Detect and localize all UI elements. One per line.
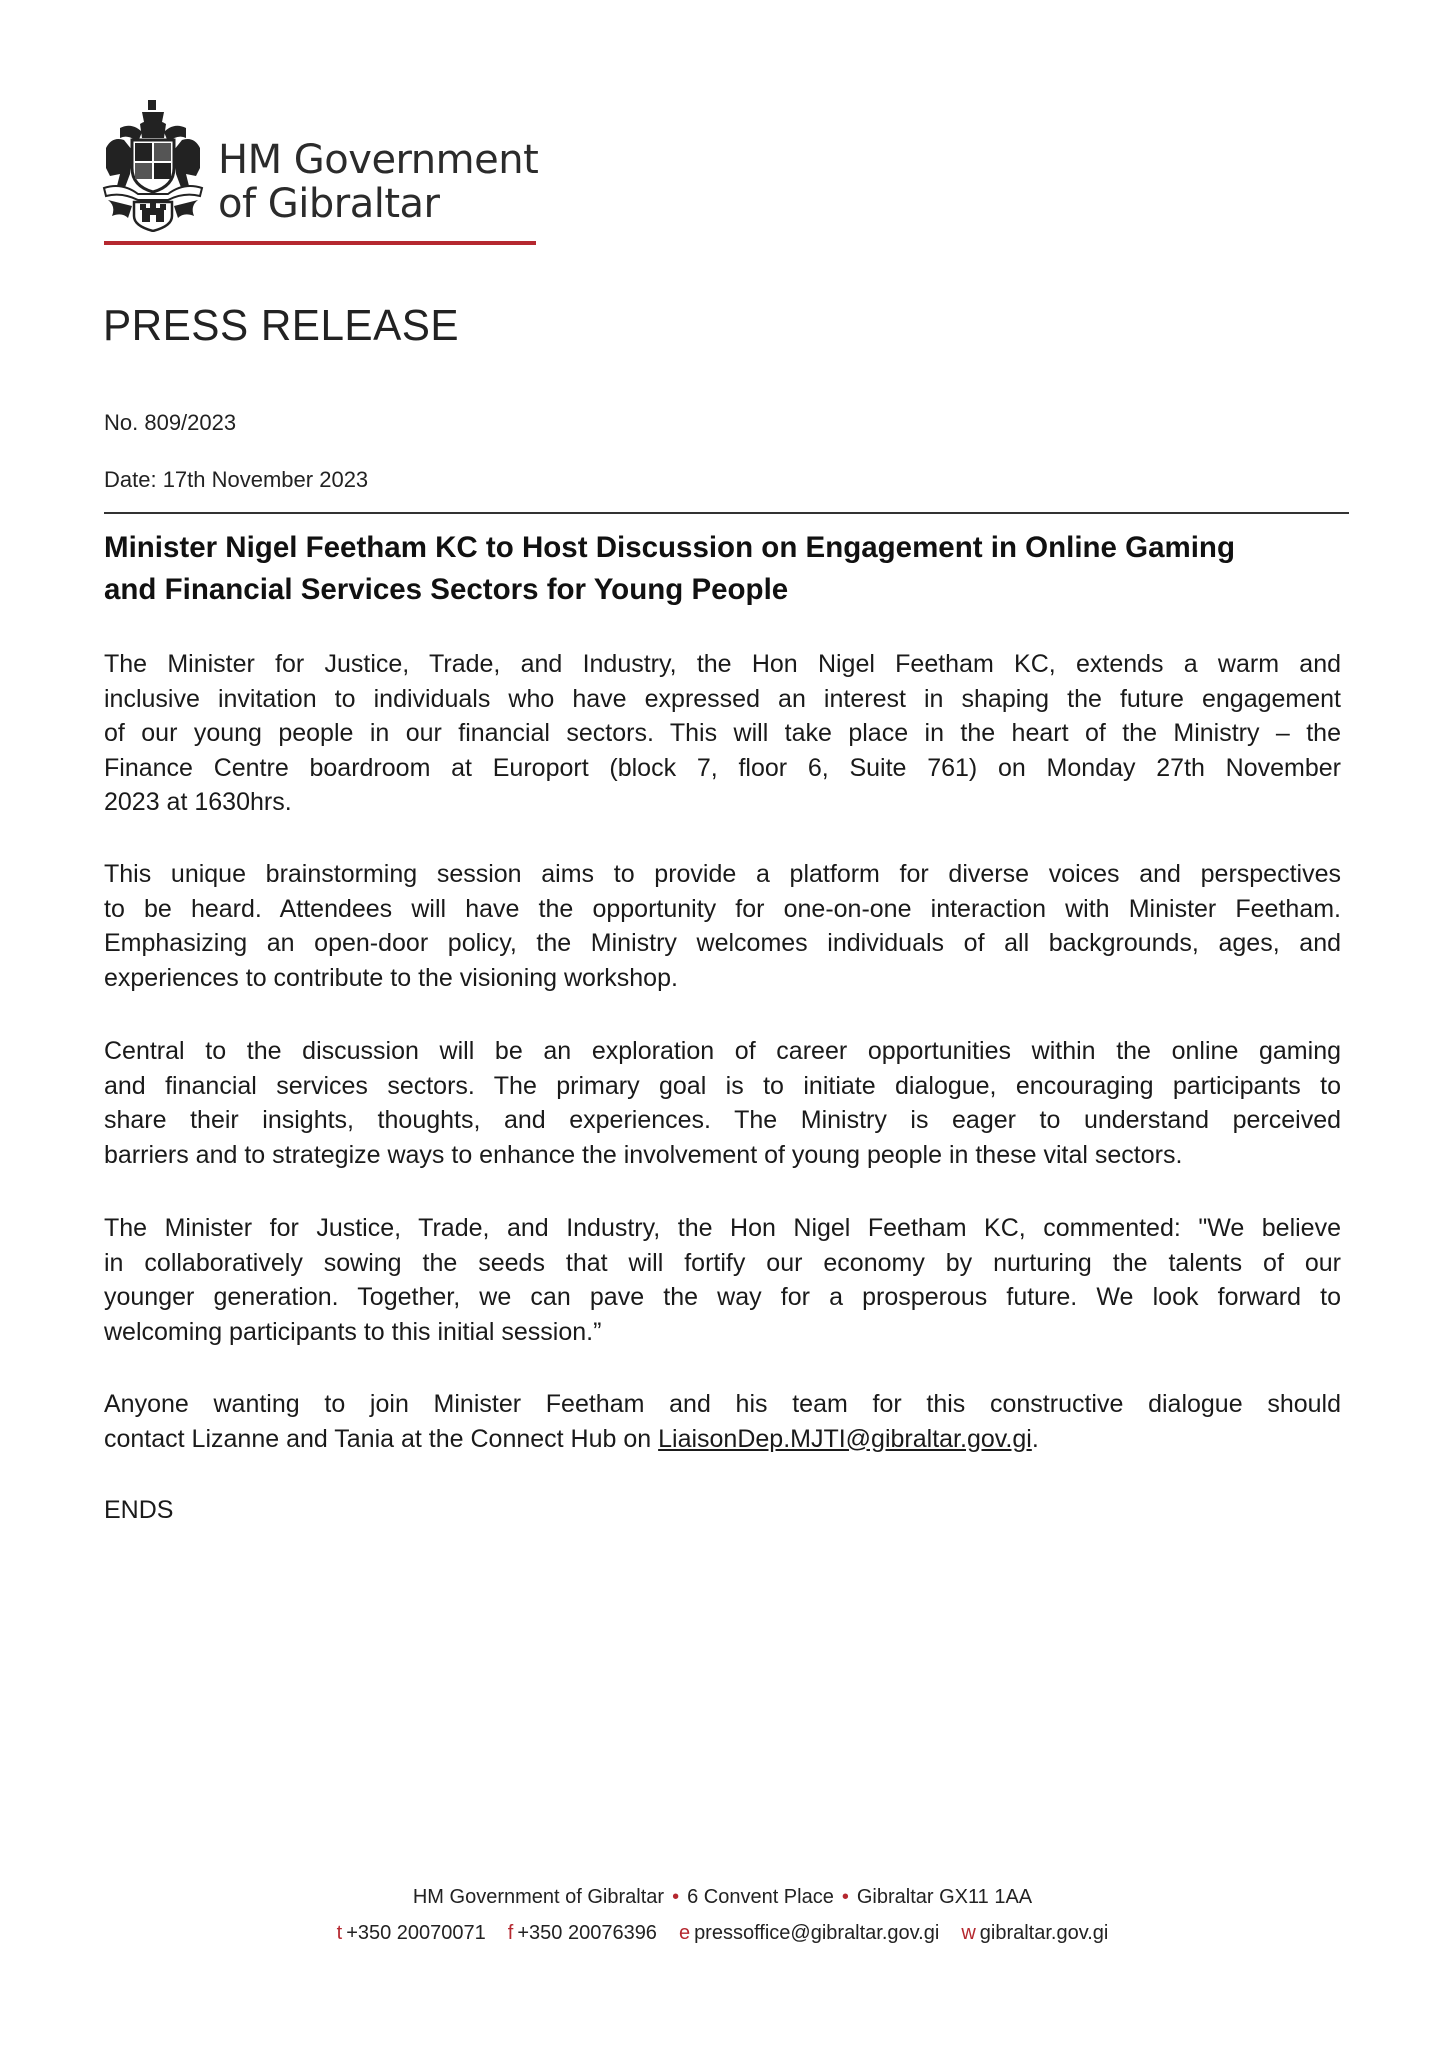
paragraph-line: younger generation. Together, we can pave the way for a prosperous future. We look forward to bbox=[104, 1283, 1341, 1311]
fax-label: f bbox=[507, 1922, 514, 1944]
paragraph-line: inclusive invitation to individuals who have expressed an interest in shaping the future engagement bbox=[104, 684, 1341, 713]
coat-of-arms-icon bbox=[102, 98, 204, 232]
paragraph-line: of our young people in our financial sectors. This will take place in the heart of the Ministry – the bbox=[104, 719, 1341, 747]
paragraph-1 bbox=[104, 647, 1341, 820]
paragraph-line: The Minister for Justice, Trade, and Industry, the Hon Nigel Feetham KC, extends a warm and bbox=[104, 650, 1341, 678]
fax-number: +350 20076396 bbox=[517, 1922, 657, 1944]
email-label: e bbox=[678, 1922, 691, 1944]
release-number: No. 809/2023 bbox=[104, 410, 237, 435]
paragraph-3 bbox=[104, 1034, 1341, 1172]
title-line: and Financial Services Sectors for Young People bbox=[104, 573, 789, 606]
press-office-email[interactable]: pressoffice@gibraltar.gov.gi bbox=[694, 1922, 940, 1944]
paragraph-line: Emphasizing an open-door policy, the Ministry welcomes individuals of all backgrounds, ages, and bbox=[104, 929, 1341, 957]
website-label: w bbox=[961, 1922, 976, 1944]
paragraph-line: and financial services sectors. The primary goal is to initiate dialogue, encouraging participants to bbox=[104, 1071, 1341, 1100]
footer-address bbox=[0, 1884, 1445, 1910]
press-release-title bbox=[104, 527, 1344, 611]
org-wordmark bbox=[218, 138, 538, 226]
paragraph-line: to be heard. Attendees will have the opportunity for one-on-one interaction with Minister Feetham. bbox=[104, 894, 1341, 923]
org-name-line2: of Gibraltar bbox=[218, 181, 440, 227]
liaison-email-link[interactable]: LiaisonDep.MJTI@gibraltar.gov.gi bbox=[658, 1424, 1032, 1453]
release-date: Date: 17th November 2023 bbox=[104, 467, 369, 492]
paragraph-line: share their insights, thoughts, and experiences. The Ministry is eager to understand perceived bbox=[104, 1106, 1341, 1134]
title-line: Minister Nigel Feetham KC to Host Discussion on Engagement in Online Gaming bbox=[104, 531, 1235, 564]
telephone-number: +350 20070071 bbox=[346, 1922, 486, 1944]
paragraph-line: welcoming participants to this initial session.” bbox=[104, 1317, 602, 1346]
footer-org: HM Government of Gibraltar bbox=[412, 1886, 665, 1908]
paragraph-line-with-link bbox=[104, 1422, 1341, 1457]
bullet-separator-icon: • bbox=[672, 1886, 680, 1908]
telephone-label: t bbox=[336, 1922, 343, 1944]
paragraph-line: The Minister for Justice, Trade, and Industry, the Hon Nigel Feetham KC, commented: "We believe bbox=[104, 1214, 1341, 1242]
section-divider bbox=[104, 512, 1349, 514]
paragraph-line: 2023 at 1630hrs. bbox=[104, 788, 292, 816]
paragraph-line: experiences to contribute to the visioning workshop. bbox=[104, 963, 678, 992]
org-name-line1: HM Government bbox=[218, 137, 539, 183]
website-link[interactable]: gibraltar.gov.gi bbox=[979, 1922, 1109, 1944]
header-accent-rule bbox=[104, 241, 536, 245]
paragraph-line: Finance Centre boardroom at Europort (block 7, floor 6, Suite 761) on Monday 27th November bbox=[104, 753, 1341, 782]
paragraph-2 bbox=[104, 857, 1341, 995]
paragraph-line: Central to the discussion will be an exploration of career opportunities within the online gaming bbox=[104, 1037, 1341, 1065]
footer-postcode: Gibraltar GX11 1AA bbox=[856, 1886, 1033, 1908]
paragraph-line: This unique brainstorming session aims to provide a platform for diverse voices and perspectives bbox=[104, 860, 1341, 888]
paragraph-line: in collaboratively sowing the seeds that will fortify our economy by nurturing the talents of our bbox=[104, 1248, 1341, 1277]
paragraph-line: Anyone wanting to join Minister Feetham and his team for this constructive dialogue should bbox=[104, 1390, 1341, 1418]
footer-street: 6 Convent Place bbox=[687, 1886, 834, 1908]
paragraph-line: barriers and to strategize ways to enhance the involvement of young people in these vital sectors. bbox=[104, 1140, 1183, 1169]
ends-marker: ENDS bbox=[104, 1496, 174, 1524]
footer-contacts bbox=[0, 1920, 1445, 1946]
document-type-heading: PRESS RELEASE bbox=[103, 301, 460, 350]
paragraph-line-text: contact Lizanne and Tania at the Connect Hub on bbox=[104, 1424, 659, 1453]
bullet-separator-icon: • bbox=[841, 1886, 849, 1908]
trailing-period: . bbox=[1031, 1424, 1039, 1453]
paragraph-4 bbox=[104, 1211, 1341, 1349]
paragraph-5 bbox=[104, 1387, 1341, 1456]
